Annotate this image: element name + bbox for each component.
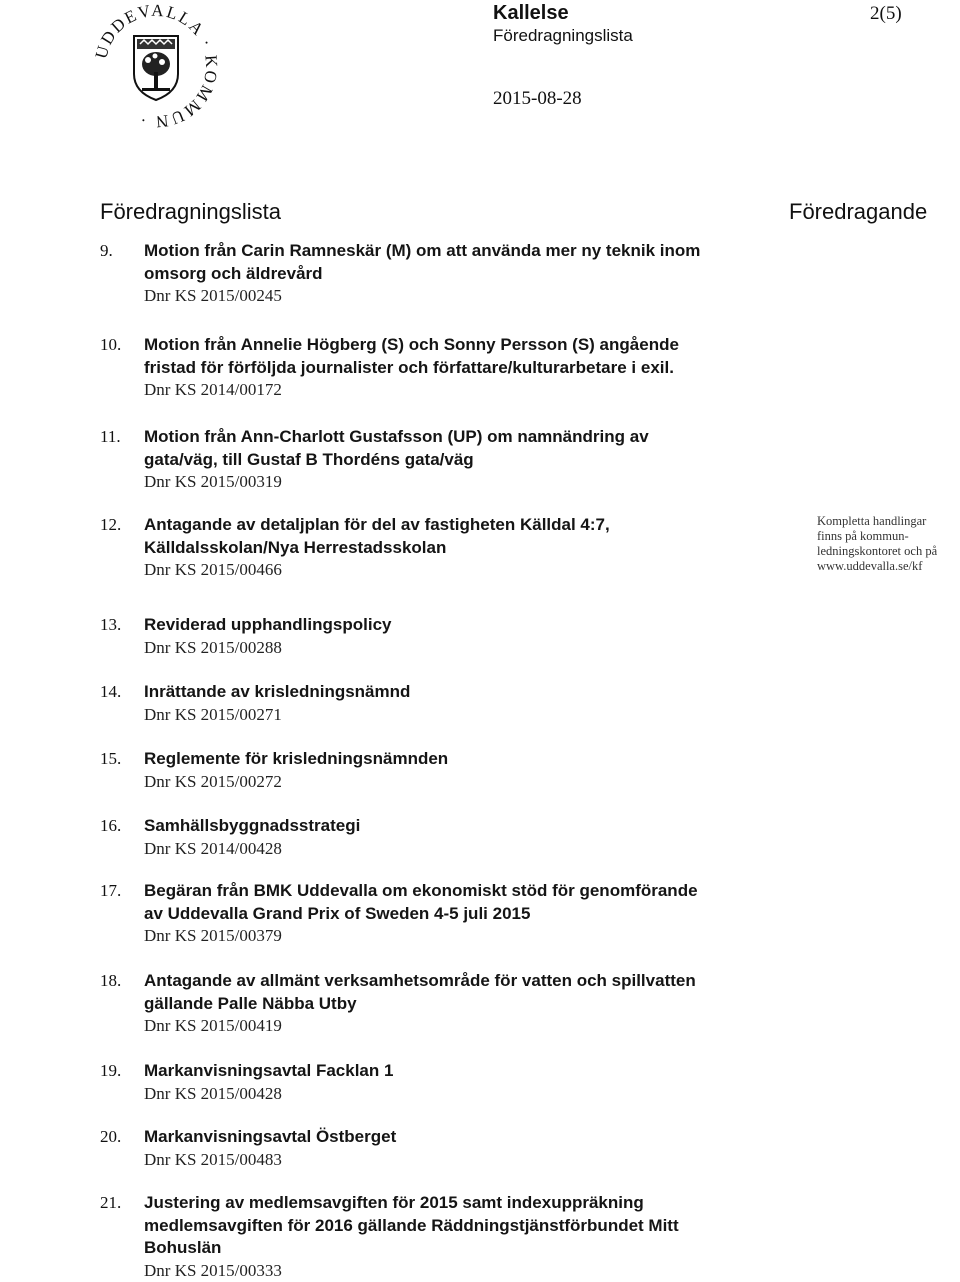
- agenda-item-title-line: Inrättande av krisledningsnämnd: [144, 681, 784, 704]
- agenda-item-case-number: Dnr KS 2015/00319: [144, 471, 784, 494]
- agenda-item-number: 16.: [100, 815, 140, 838]
- agenda-item-case-number: Dnr KS 2015/00288: [144, 637, 784, 660]
- agenda-item-body: [144, 970, 784, 1038]
- agenda-item-case-number: Dnr KS 2015/00379: [144, 925, 784, 948]
- agenda-item-number: 14.: [100, 681, 140, 704]
- agenda-item-title-line: fristad för förföljda journalister och författare/kulturarbetare i exil.: [144, 357, 784, 380]
- agenda-item-case-number: Dnr KS 2015/00428: [144, 1083, 784, 1106]
- agenda-item-body: [144, 681, 784, 726]
- document-type: Kallelse: [493, 2, 569, 25]
- agenda-item-case-number: Dnr KS 2014/00172: [144, 379, 784, 402]
- agenda-item-body: [144, 880, 784, 948]
- agenda-item-body: [144, 748, 784, 793]
- agenda-item-title-line: Antagande av detaljplan för del av fastigheten Källdal 4:7,: [144, 514, 784, 537]
- agenda-item-body: [144, 426, 784, 494]
- agenda-item-title-line: Markanvisningsavtal Östberget: [144, 1126, 784, 1149]
- agenda-item-number: 9.: [100, 240, 140, 263]
- agenda-item-title-line: Begäran från BMK Uddevalla om ekonomiskt stöd för genomförande: [144, 880, 784, 903]
- side-note-line: finns på kommun-: [817, 529, 960, 544]
- agenda-item-case-number: Dnr KS 2015/00271: [144, 704, 784, 727]
- agenda-item-number: 13.: [100, 614, 140, 637]
- agenda-item-title-line: Bohuslän: [144, 1237, 784, 1260]
- agenda-item-case-number: Dnr KS 2015/00483: [144, 1149, 784, 1172]
- agenda-item-title-line: Samhällsbyggnadsstrategi: [144, 815, 784, 838]
- presenter-heading: Föredragande: [789, 199, 927, 225]
- agenda-item-title-line: av Uddevalla Grand Prix of Sweden 4-5 juli 2015: [144, 903, 784, 926]
- agenda-item-body: [144, 1060, 784, 1105]
- agenda-item-number: 11.: [100, 426, 140, 449]
- agenda-item-title-line: Justering av medlemsavgiften för 2015 samt indexuppräkning: [144, 1192, 784, 1215]
- agenda-item-number: 15.: [100, 748, 140, 771]
- agenda-heading: Föredragningslista: [100, 199, 281, 225]
- agenda-item-case-number: Dnr KS 2015/00333: [144, 1260, 784, 1282]
- agenda-item-number: 10.: [100, 334, 140, 357]
- municipality-seal-logo: [88, 4, 224, 128]
- agenda-item-number: 17.: [100, 880, 140, 903]
- documents-availability-note: [817, 514, 960, 574]
- agenda-item-title-line: Markanvisningsavtal Facklan 1: [144, 1060, 784, 1083]
- agenda-item-body: [144, 334, 784, 402]
- agenda-item-title-line: Källdalsskolan/Nya Herrestadsskolan: [144, 537, 784, 560]
- side-note-line: Kompletta handlingar: [817, 514, 960, 529]
- page-number: 2(5): [870, 3, 902, 25]
- agenda-item-case-number: Dnr KS 2015/00272: [144, 771, 784, 794]
- agenda-item-body: [144, 1126, 784, 1171]
- agenda-item-number: 21.: [100, 1192, 140, 1215]
- agenda-item-title-line: medlemsavgiften för 2016 gällande Räddningstjänstförbundet Mitt: [144, 1215, 784, 1238]
- agenda-item-number: 12.: [100, 514, 140, 537]
- agenda-item-title-line: Motion från Carin Ramneskär (M) om att använda mer ny teknik inom: [144, 240, 784, 263]
- side-note-link[interactable]: www.uddevalla.se/kf: [817, 559, 960, 574]
- svg-text:UDDEVALLA · KOMMUN ·: UDDEVALLA · KOMMUN ·: [91, 4, 221, 128]
- agenda-item-case-number: Dnr KS 2015/00419: [144, 1015, 784, 1038]
- agenda-item-title-line: Motion från Annelie Högberg (S) och Sonny Persson (S) angående: [144, 334, 784, 357]
- agenda-item-body: [144, 240, 784, 308]
- agenda-item-body: [144, 1192, 784, 1282]
- document-subtitle: Föredragningslista: [493, 26, 633, 46]
- agenda-item-title-line: Reglemente för krisledningsnämnden: [144, 748, 784, 771]
- agenda-item-number: 20.: [100, 1126, 140, 1149]
- agenda-item-body: [144, 815, 784, 860]
- agenda-item-number: 19.: [100, 1060, 140, 1083]
- agenda-item-body: [144, 614, 784, 659]
- agenda-item-case-number: Dnr KS 2015/00245: [144, 285, 784, 308]
- agenda-item-number: 18.: [100, 970, 140, 993]
- document-date: 2015-08-28: [493, 88, 582, 110]
- agenda-item-title-line: Motion från Ann-Charlott Gustafsson (UP) om namnändring av: [144, 426, 784, 449]
- agenda-item-title-line: Antagande av allmänt verksamhetsområde för vatten och spillvatten: [144, 970, 784, 993]
- agenda-item-title-line: omsorg och äldrevård: [144, 263, 784, 286]
- agenda-item-case-number: Dnr KS 2015/00466: [144, 559, 784, 582]
- agenda-item-case-number: Dnr KS 2014/00428: [144, 838, 784, 861]
- agenda-item-title-line: Reviderad upphandlingspolicy: [144, 614, 784, 637]
- agenda-item-body: [144, 514, 784, 582]
- agenda-item-title-line: gata/väg, till Gustaf B Thordéns gata/väg: [144, 449, 784, 472]
- agenda-item-title-line: gällande Palle Näbba Utby: [144, 993, 784, 1016]
- side-note-line: ledningskontoret och på: [817, 544, 960, 559]
